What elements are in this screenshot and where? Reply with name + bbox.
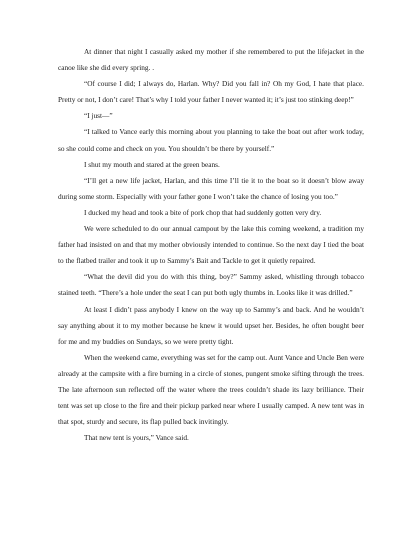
paragraph: “What the devil did you do with this thing, boy?” Sammy asked, whistling through tobacco stained teeth. “There’s a hole under the seat I can put both ugly thumbs in. Looks like it was drilled.”	[58, 272, 364, 298]
paragraph: At dinner that night I casually asked my mother if she remembered to put the lifejacket in the canoe like she did every spring. .	[58, 47, 364, 73]
paragraph: “I’ll get a new life jacket, Harlan, and this time I’ll tie it to the boat so it doesn’t blow away during some storm. Especially with your father gone I won’t take the chance of losing you too.”	[58, 175, 364, 201]
paragraph: “Of course I did; I always do, Harlan. Why? Did you fall in? Oh my God, I hate that place. Pretty or not, I don’t care! That’s why I told your father I never wanted it; it’s just too stinking deep!”	[58, 79, 364, 105]
paragraph: When the weekend came, everything was set for the camp out. Aunt Vance and Uncle Ben were already at the campsite with a fire burning in a circle of stones, pungent smoke sifting through the trees. The late afternoon sun reflected off the water where the trees couldn’t shade its lazy brilliance. Their tent was set up close to the fire and their pickup parked near where I usually camped. A new tent was in that spot, sturdy and secure, its flap pulled back invitingly.	[58, 352, 364, 427]
paragraph: That new tent is yours,” Vance said.	[84, 433, 189, 443]
paragraph: “I talked to Vance early this morning about you planning to take the boat out after work today, so she could come and check on you. You shouldn’t be there by yourself.”	[58, 127, 364, 153]
paragraph: I shut my mouth and stared at the green beans.	[84, 159, 220, 169]
paragraph: I ducked my head and took a bite of pork chop that had suddenly gotten very dry.	[84, 207, 322, 217]
paragraph: “I just—”	[84, 111, 113, 121]
paragraph: We were scheduled to do our annual campout by the lake this coming weekend, a tradition my father had insisted on and that my mother obviously intended to continue. So the next day I tied the boat to the flatbed trailer and took it up to Sammy’s Bait and Tackle to get it quietly repaired.	[58, 224, 364, 266]
paragraph: At least I didn’t pass anybody I knew on the way up to Sammy’s and back. And he wouldn’t say anything about it to my mother because he knew it would upset her. Besides, he often bought beer for me and my buddies on Sundays, so we were pretty tight.	[58, 304, 364, 346]
